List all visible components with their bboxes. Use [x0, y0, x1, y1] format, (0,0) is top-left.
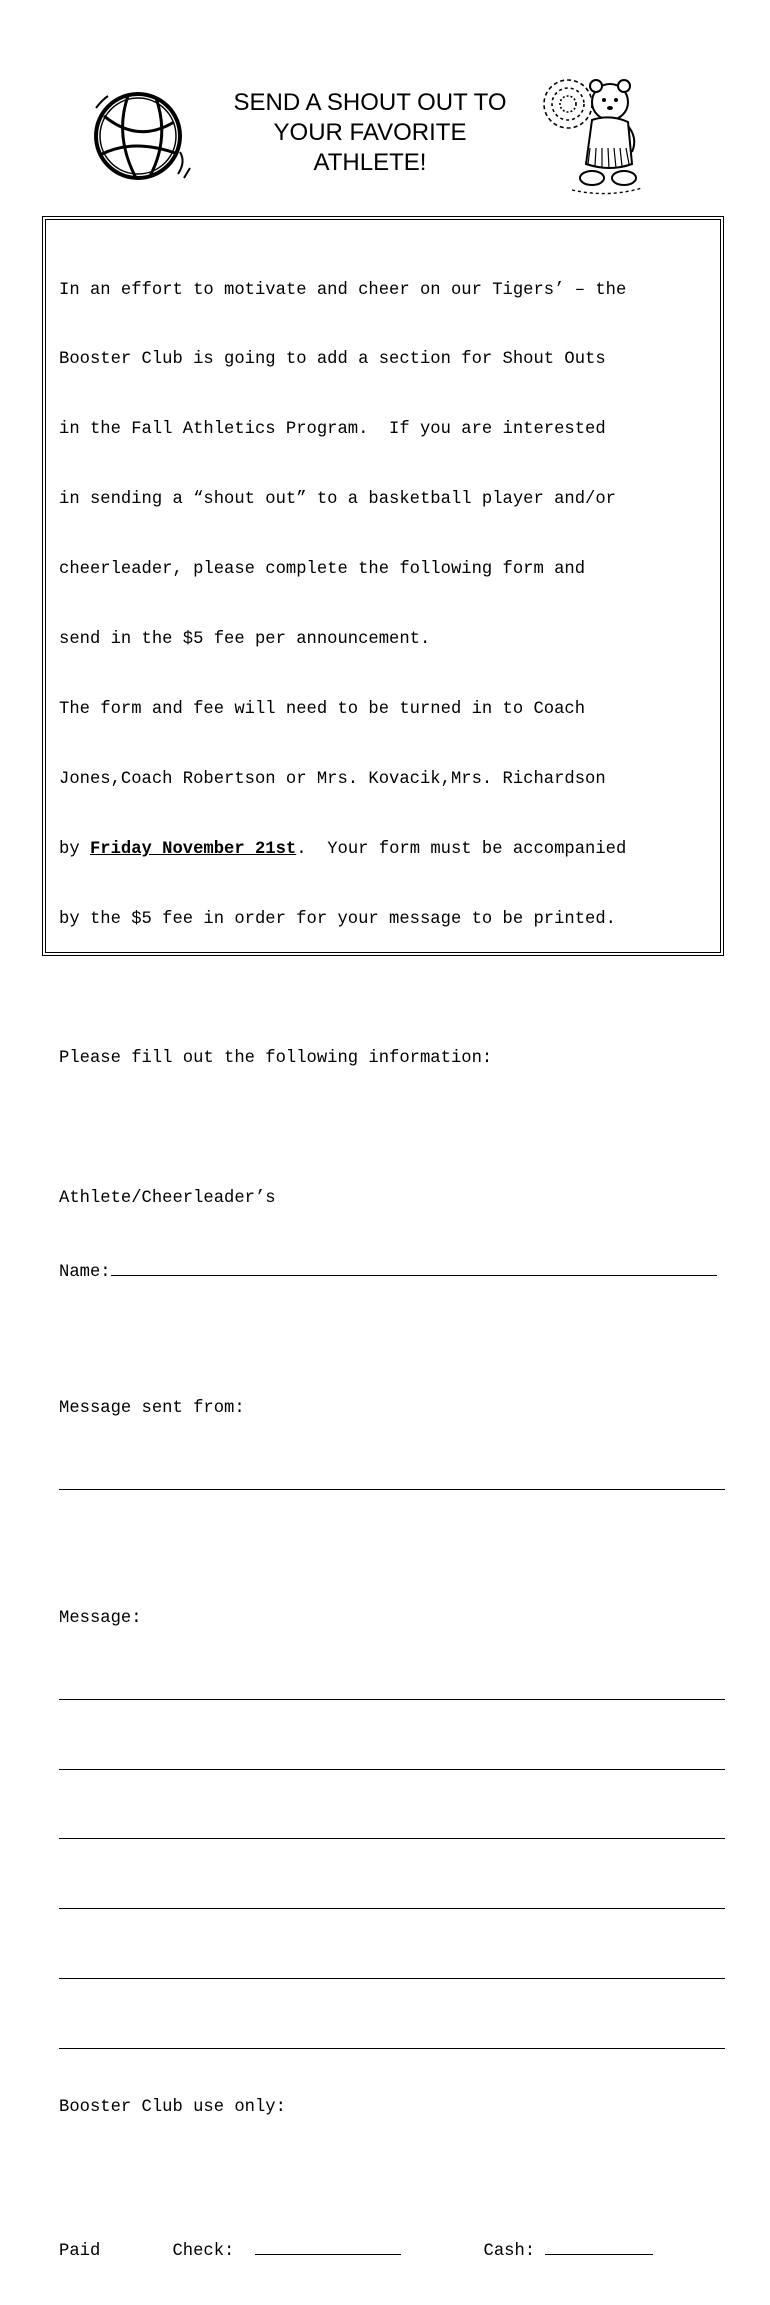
message-label: Message:: [59, 1608, 142, 1628]
deadline-suffix: . Your form must be accompanied: [296, 839, 627, 859]
title-line-1: SEND A SHOUT OUT TO: [233, 89, 507, 116]
shout-out-form: [42, 216, 724, 2261]
intro-line-6: send in the $5 fee per announcement.: [59, 630, 431, 650]
message-line[interactable]: [59, 1886, 725, 1909]
check-field[interactable]: [255, 2236, 401, 2255]
intro-line-8: Jones,Coach Robertson or Mrs. Kovacik,Mrs. Richardson: [59, 769, 606, 789]
cash-field[interactable]: [545, 2236, 653, 2255]
from-field[interactable]: [59, 1467, 725, 1490]
cash-label: Cash:: [483, 2241, 536, 2261]
message-line[interactable]: [59, 2026, 725, 2049]
deadline-prefix: by: [59, 839, 90, 859]
message-line[interactable]: [59, 1956, 725, 1979]
intro-line-7: The form and fee will need to be turned in to Coach: [59, 699, 586, 719]
intro-line-5: cheerleader, please complete the following form and: [59, 560, 586, 580]
name-label: Athlete/Cheerleader’s: [59, 1189, 276, 1209]
from-label: Message sent from:: [59, 1398, 245, 1418]
message-line[interactable]: [59, 1746, 725, 1769]
intro-line-3: in the Fall Athletics Program. If you are interested: [59, 420, 606, 440]
name-field[interactable]: [111, 1257, 717, 1276]
form-instruction: Please fill out the following information:: [59, 1049, 493, 1069]
check-label: Check:: [172, 2241, 235, 2261]
deadline-line: [59, 838, 725, 861]
page-title: [190, 88, 550, 178]
office-heading: Booster Club use only:: [59, 2097, 286, 2117]
message-line[interactable]: [59, 1676, 725, 1699]
payment-row: [59, 2236, 725, 2259]
name-field-row: [59, 1257, 725, 1283]
name-label-suffix: Name:: [59, 1263, 111, 1283]
message-line[interactable]: [59, 1816, 725, 1839]
title-line-2: YOUR FAVORITE: [273, 119, 467, 146]
deadline-date: Friday November 21st: [89, 839, 297, 859]
cheerleader-bear-icon: [532, 68, 644, 200]
basketball-icon: [84, 82, 196, 194]
paid-label: Paid: [59, 2241, 101, 2261]
intro-line-4: in sending a “shout out” to a basketball player and/or: [59, 490, 616, 510]
intro-line-2: Booster Club is going to add a section for Shout Outs: [59, 350, 606, 370]
intro-line-1: In an effort to motivate and cheer on our Tigers’ – the: [59, 280, 627, 300]
intro-last-line: by the $5 fee in order for your message to be printed.: [59, 909, 616, 929]
form-content: [59, 232, 725, 2305]
title-line-3: ATHLETE!: [313, 149, 427, 176]
